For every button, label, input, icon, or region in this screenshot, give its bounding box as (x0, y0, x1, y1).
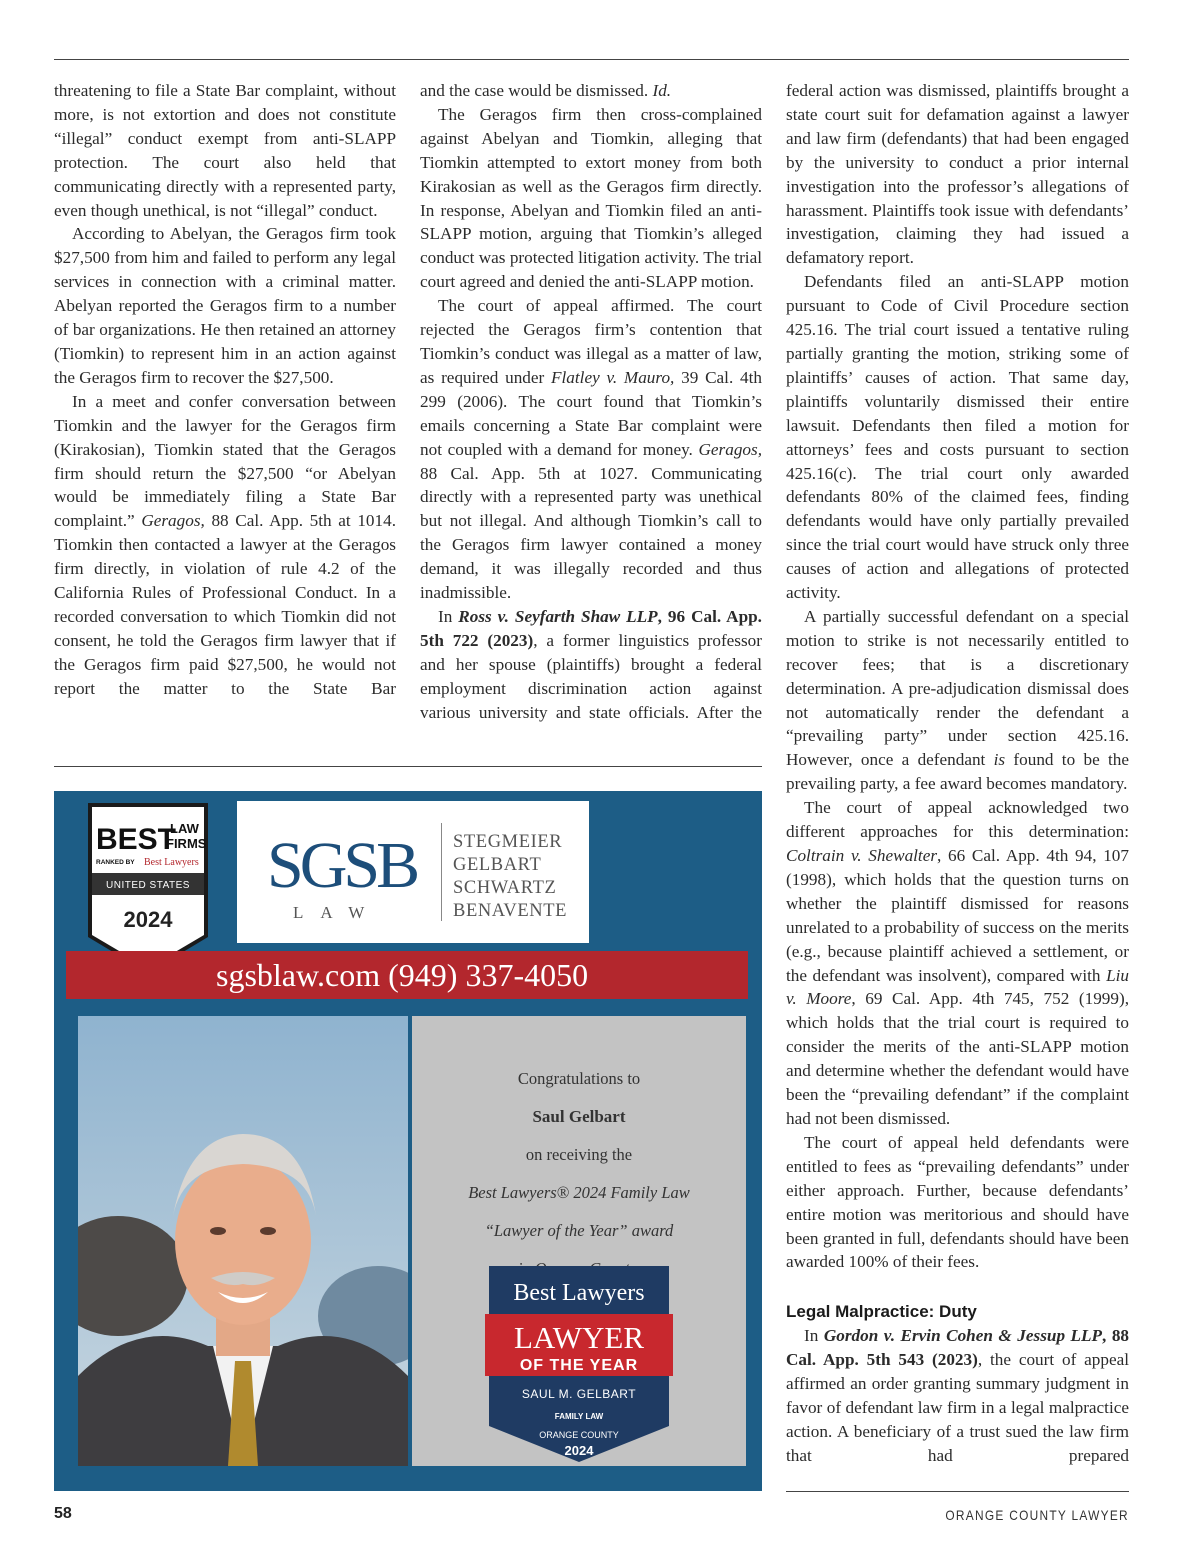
col3-paragraph-2: Defendants filed an anti-SLAPP motion pursuant to Code of Civil Procedure section 425.16. The trial court issued a tentative ruling partially granting the motion, striking some of plaintiffs’ causes of action. That same day, plaintiffs voluntarily dismissed their entire lawsuit. Defendants then filed a motion for attorneys’ fees and costs pursuant to section 425.16(c). The trial court only awarded defendants 80% of the claimed fees, finding defendants would have only partially prevailed since the trial court would have struck only three causes of action and allegations of protected activity. (786, 272, 1129, 603)
col1-paragraph-3: In a meet and confer conversation between Tiomkin and the lawyer for the Geragos firm (Kirakosian), Tiomkin stated that the Geragos firm should return the $27,500 “or Abelyan would be immediately filing a State Bar complaint.” Geragos, 88 Cal. App. 5th at 1014. Tiomkin then contacted a lawyer at the Geragos firm directly, in violation of rule 4.2 of the California Rules of Professional Conduct. In a recorded conversation to which Tiomkin did not consent, he told the Geragos firm lawyer that if the Geragos firm paid $27,500, he would not report the matter to the State Bar (54, 391, 396, 698)
sgsb-logo-law: LAW (293, 903, 382, 922)
column-1 (54, 79, 396, 701)
congrats-line: Congratulations to (517, 1069, 641, 1088)
logo-divider (441, 823, 442, 921)
svg-text:LAWYER: LAWYER (513, 1320, 645, 1355)
svg-text:2024: 2024 (123, 907, 173, 932)
col2-paragraph-2: The Geragos firm then cross-complained against Abelyan and Tiomkin, alleging that Tiomkin attempted to extort money from both Kirakosian as well as the Geragos firm directly. In response, Abelyan and Tiomkin filed an anti-SLAPP motion, arguing that Tiomkin’s alleged conduct was protected litigation activity. The trial court agreed and denied the anti-SLAPP motion. (420, 104, 762, 292)
honoree-name: Saul Gelbart (532, 1107, 626, 1126)
congrats-line: Best Lawyers® 2024 Family Law (468, 1183, 690, 1202)
publication-name: ORANGE COUNTY LAWYER (945, 1507, 1129, 1523)
contact-bar (66, 951, 748, 999)
svg-text:Best Lawyers: Best Lawyers (513, 1280, 645, 1306)
svg-text:UNITED STATES: UNITED STATES (106, 880, 190, 891)
page-number: 58 (54, 1505, 72, 1522)
col1-paragraph-1: threatening to file a State Bar complaint, without more, is not extortion and does not constitute “illegal” conduct exempt from anti-SLAPP protection. The court also held that communicating directly with a represented party, even though unethical, is not “illegal” conduct. (54, 81, 396, 220)
partner-name: BENAVENTE (453, 901, 567, 921)
svg-text:FIRMS: FIRMS (166, 836, 207, 851)
col3-paragraph-5: The court of appeal held defendants were entitled to fees as “prevailing defendants” under either approach. Further, because defendants’ entire motion was meritorious and should have been granted in full, defendants should have been awarded 100% of their fees. (786, 1132, 1129, 1272)
partner-name: GELBART (453, 855, 542, 875)
sgsb-logo (237, 801, 589, 943)
attorney-portrait (78, 1016, 408, 1466)
svg-text:ORANGE COUNTY: ORANGE COUNTY (539, 1430, 619, 1440)
svg-text:2024: 2024 (564, 1443, 594, 1458)
ad-top-rule (54, 766, 762, 767)
congrats-line: “Lawyer of the Year” award (484, 1221, 674, 1240)
congratulations-text (412, 1060, 746, 1288)
congrats-line: on receiving the (525, 1145, 633, 1164)
congratulations-panel (412, 1016, 746, 1466)
col3-bottom-rule (786, 1491, 1129, 1492)
svg-text:LAW: LAW (170, 821, 199, 836)
col3-paragraph-4: The court of appeal acknowledged two different approaches for this determination: Coltrain v. Shewalter, 66 Cal. App. 4th 94, 107 (1998), which holds that the question turns on whether the plaintiff dismissed for reasons unrelated to a probability of success on the merits (e.g., because plaintiff achieved a settlement, or the defendant was insolvent), compared with Liu v. Moore, 69 Cal. App. 4th 745, 752 (1999), which holds that the trial court is required to consider the merits of the anti-SLAPP motion and determine whether the defendant would have been the “prevailing defendant” if the complaint had not been dismissed. (786, 798, 1129, 1128)
svg-text:OF THE YEAR: OF THE YEAR (519, 1357, 639, 1374)
partner-name: STEGMEIER (453, 832, 563, 852)
svg-text:BEST: BEST (96, 823, 177, 856)
svg-text:RANKED BY: RANKED BY (96, 859, 135, 866)
sgsb-logo-mark: SGSB (267, 829, 417, 902)
svg-text:FAMILY LAW: FAMILY LAW (554, 1412, 604, 1421)
col2-paragraph-1: and the case would be dismissed. Id. (420, 81, 672, 100)
contact-text: sgsblaw.com (949) 337-4050 (216, 957, 589, 993)
section-heading: Legal Malpractice: Duty (786, 1302, 977, 1322)
svg-text:Best Lawyers: Best Lawyers (144, 857, 199, 868)
lawyer-of-the-year-badge (485, 1266, 673, 1462)
col3-paragraph-6: In Gordon v. Ervin Cohen & Jessup LLP, 88 Cal. App. 5th 543 (2023), the court of appeal affirmed an order granting summary judgment in favor of defendant law firm in a legal malpractice action. A beneficiary of a trust sued the law firm that had prepared (786, 1326, 1130, 1465)
top-rule (54, 59, 1129, 60)
partner-names (453, 831, 567, 923)
sgsb-advertisement (54, 791, 762, 1491)
col3-paragraph-1: federal action was dismissed, plaintiffs brought a state court suit for defamation against a lawyer and law firm (defendants) that had been engaged by the university to conduct a prior internal investigation into the professor’s allegations of harassment. Plaintiffs took issue with defendants’ investigation, claiming they had issued a defamatory report. (786, 81, 1129, 268)
partner-name: SCHWARTZ (453, 878, 557, 898)
portrait-illustration (78, 1016, 408, 1466)
svg-text:SAUL M. GELBART: SAUL M. GELBART (521, 1387, 637, 1401)
col2-paragraph-4: In Ross v. Seyfarth Shaw LLP, 96 Cal. App. 5th 722 (2023), a former linguistics professor and her spouse (plaintiffs) brought a federal employment discrimination action against various university and state officials. After the (420, 606, 762, 722)
col3-paragraph-3: A partially successful defendant on a special motion to strike is not necessarily entitled to recover fees; that is a discretionary determination. A pre-adjudication dismissal does not automatically render the defendant a “prevailing party” under section 425.16. However, once a defendant is found to be the prevailing party, a fee award becomes mandatory. (786, 606, 1129, 794)
col1-paragraph-2: According to Abelyan, the Geragos firm took $27,500 from him and failed to perform any legal services in connection with a criminal matter. Abelyan reported the Geragos firm to a number of bar organizations. He then retained an attorney (Tiomkin) to represent him in an action against the Geragos firm to recover the $27,500. (54, 224, 396, 387)
column-3 (786, 79, 1129, 1468)
column-2 (420, 79, 762, 724)
col2-paragraph-3: The court of appeal affirmed. The court rejected the Geragos firm’s contention that Tiomkin’s conduct was illegal as a matter of law, as required under Flatley v. Mauro, 39 Cal. 4th 299 (2006). The court found that Tiomkin’s emails concerning a State Bar complaint were not coupled with a demand for money. Geragos, 88 Cal. App. 5th at 1027. Communicating directly with a represented party was unethical but not illegal. And although Tiomkin’s call to the Geragos firm lawyer contained a money demand, it was illegally recorded and thus inadmissible. (420, 296, 762, 603)
